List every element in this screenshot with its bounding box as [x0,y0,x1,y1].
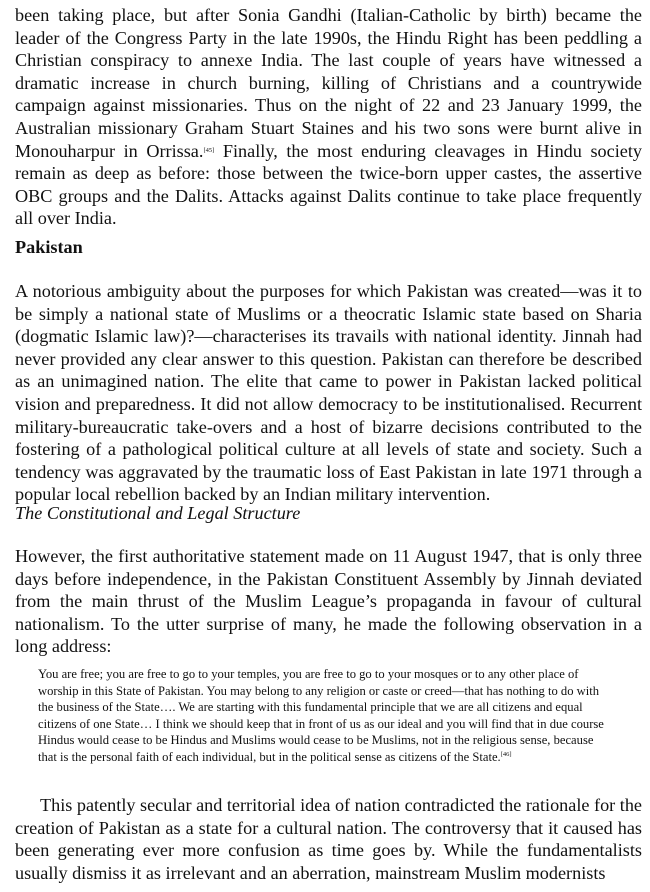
paragraph-pakistan-ambiguity: A notorious ambiguity about the purposes for which Pakistan was created—was it to be simply a national state of Muslims or a theocratic Islamic state based on Sharia (dogmatic Islamic law)?—characterises its travails with national identity. Jinnah had never provided any clear answer to this question. Pakistan can therefore be described as an unimagined nation. The elite that came to power in Pakistan lacked political vision and preparedness. It did not allow democracy to be institutionalised. Recurrent military-bureaucratic take-overs and a host of bizarre decisions contributed to the fostering of a pathological political culture at all levels of state and society. Such a tendency was aggravated by the traumatic loss of East Pakistan in late 1971 through a popular local rebellion backed by an Indian military intervention. [15,281,642,505]
paragraph-text-continued: Finally, the most enduring cleavages in Hindu society remain as deep as before: those between the twice-born upper castes, the assertive OBC groups and the Dalits. Attacks against Dalits continue to take place frequently all over India. [15,140,642,229]
footnote-marker-46[interactable]: [46] [500,750,512,758]
paragraph-jinnah-statement: However, the first authoritative statement made on 11 August 1947, that is only three days before independence, in the Pakistan Constituent Assembly by Jinnah deviated from the main thrust of the Muslim League’s propaganda in favour of cultural nationalism. To the utter surprise of many, he made the following observation in a long address: [15,546,642,657]
jinnah-quote-block [38,666,613,766]
paragraph-christian-persecution [15,4,642,230]
section-heading-pakistan: Pakistan [15,237,83,257]
paragraph-secular-idea: This patently secular and territorial idea of nation contradicted the rationale for the creation of Pakistan as a state for a cultural nation. The controversy that it caused has been generating ever more confusion as time goes by. While the fundamentalists usually dismiss it as irrelevant and an aberration, mainstream Muslim modernists [15,795,642,883]
subsection-heading-constitutional-legal-structure: The Constitutional and Legal Structure [15,503,301,523]
footnote-marker-45[interactable]: [45] [203,146,215,154]
paragraph-text: been taking place, but after Sonia Gandhi (Italian-Catholic by birth) became the leader of the Congress Party in the late 1990s, the Hindu Right has been peddling a Christian conspiracy to annexe India. The last couple of years have witnessed a dramatic increase in church burning, killing of Christians and a countrywide campaign against missionaries. Thus on the night of 22 and 23 January 1999, the Australian missionary Graham Stuart Staines and his two sons were burnt alive in Monouharpur in Orrissa. [15,5,642,161]
quote-text: You are free; you are free to go to your temples, you are free to go to your mosques or to any other place of worship in this State of Pakistan. You may belong to any religion or caste or creed—that has nothing to do with the business of the State…. We are starting with this fundamental principle that we are all citizens and equal citizens of one State… I think we should keep that in front of us as our ideal and you will find that in due course Hindus would cease to be Hindus and Muslims would cease to be Muslims, not in the religious sense, because that is the personal faith of each individual, but in the political sense as citizens of the State. [38,667,604,764]
